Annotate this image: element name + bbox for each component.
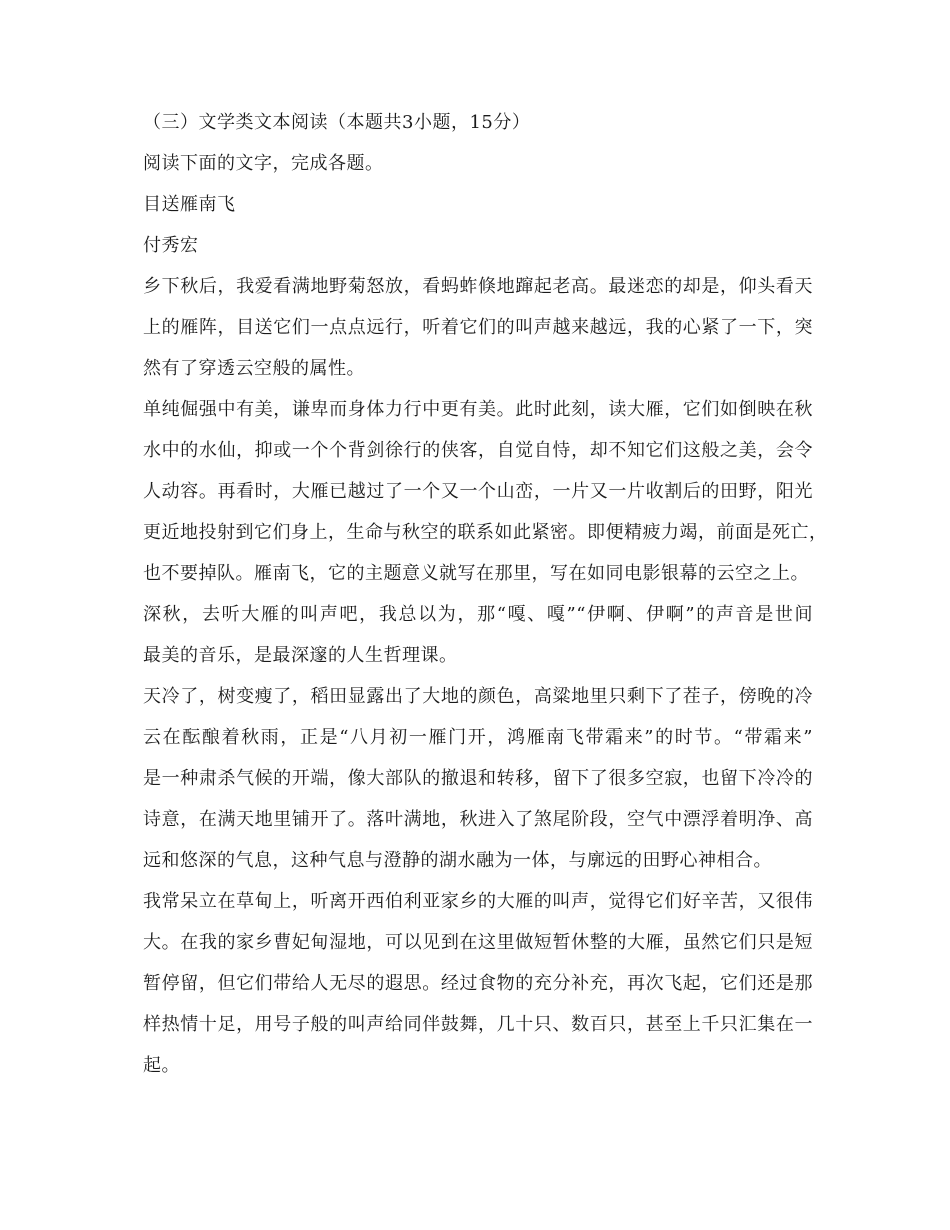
paragraph-line: 天冷了，树变瘦了，稻田显露出了大地的颜色，高粱地里只剩下了茬子，傍晚的冷 — [143, 686, 813, 707]
paragraph-line: 深秋，去听大雁的叫声吧，我总以为，那“嘎、嘎”“伊啊、伊啊”的声音是世间 — [143, 604, 813, 625]
paragraph-line: 上的雁阵，目送它们一点点远行，听着它们的叫声越来越远，我的心紧了一下，突 — [143, 317, 813, 338]
paragraph-line: 是一种肃杀气候的开端，像大部队的撤退和转移，留下了很多空寂，也留下冷冷的 — [143, 768, 813, 789]
paragraph-line: 样热情十足，用号子般的叫声给同伴鼓舞，几十只、数百只，甚至上千只汇集在一 — [143, 1014, 813, 1035]
instruction-text: 阅读下面的文字，完成各题。 — [143, 153, 384, 174]
paragraph-2 — [143, 397, 828, 587]
paragraph-line: 然有了穿透云空般的属性。 — [143, 358, 365, 379]
paragraph-5 — [143, 889, 813, 1079]
section-heading: （三）文学类文本阅读（本题共3小题，15分） — [143, 112, 531, 133]
article-author: 付秀宏 — [143, 235, 199, 256]
paragraph-line: 云在酝酿着秋雨，正是“八月初一雁门开，鸿雁南飞带霜来”的时节。“带霜来” — [143, 727, 813, 748]
paragraph-line: 远和悠深的气息，这种气息与澄静的湖水融为一体，与廓远的田野心神相合。 — [143, 850, 772, 871]
paragraph-4 — [143, 684, 813, 874]
paragraph-line: 最美的音乐，是最深邃的人生哲理课。 — [143, 645, 458, 666]
paragraph-line: 起。 — [143, 1055, 180, 1076]
document-page — [143, 110, 828, 1079]
paragraph-line: 更近地投射到它们身上，生命与秋空的联系如此紧密。即便精疲力竭，前面是死亡， — [143, 522, 828, 543]
paragraph-1 — [143, 274, 813, 382]
paragraph-line: 人动容。再看时，大雁已越过了一个又一个山峦，一片又一片收割后的田野，阳光 — [143, 481, 813, 502]
paragraph-line: 诗意，在满天地里铺开了。落叶满地，秋进入了煞尾阶段，空气中漂浮着明净、高 — [143, 809, 813, 830]
paragraph-line: 暂停留，但它们带给人无尽的遐思。经过食物的充分补充，再次飞起，它们还是那 — [143, 973, 813, 994]
article-title: 目送雁南飞 — [143, 194, 236, 215]
paragraph-line: 水中的水仙，抑或一个个背剑徐行的侠客，自觉自恃，却不知它们这般之美，会令 — [143, 440, 813, 461]
paragraph-line: 单纯倔强中有美，谦卑而身体力行中更有美。此时此刻，读大雁，它们如倒映在秋 — [143, 399, 813, 420]
paragraph-line: 乡下秋后，我爱看满地野菊怒放，看蚂蚱倏地蹿起老高。最迷恋的却是，仰头看天 — [143, 276, 813, 297]
paragraph-line: 我常呆立在草甸上，听离开西伯利亚家乡的大雁的叫声，觉得它们好辛苦，又很伟 — [143, 891, 813, 912]
paragraph-line: 也不要掉队。雁南飞，它的主题意义就写在那里，写在如同电影银幕的云空之上。 — [143, 563, 809, 584]
paragraph-line: 大。在我的家乡曹妃甸湿地，可以见到在这里做短暂休整的大雁，虽然它们只是短 — [143, 932, 813, 953]
paragraph-3 — [143, 602, 813, 669]
